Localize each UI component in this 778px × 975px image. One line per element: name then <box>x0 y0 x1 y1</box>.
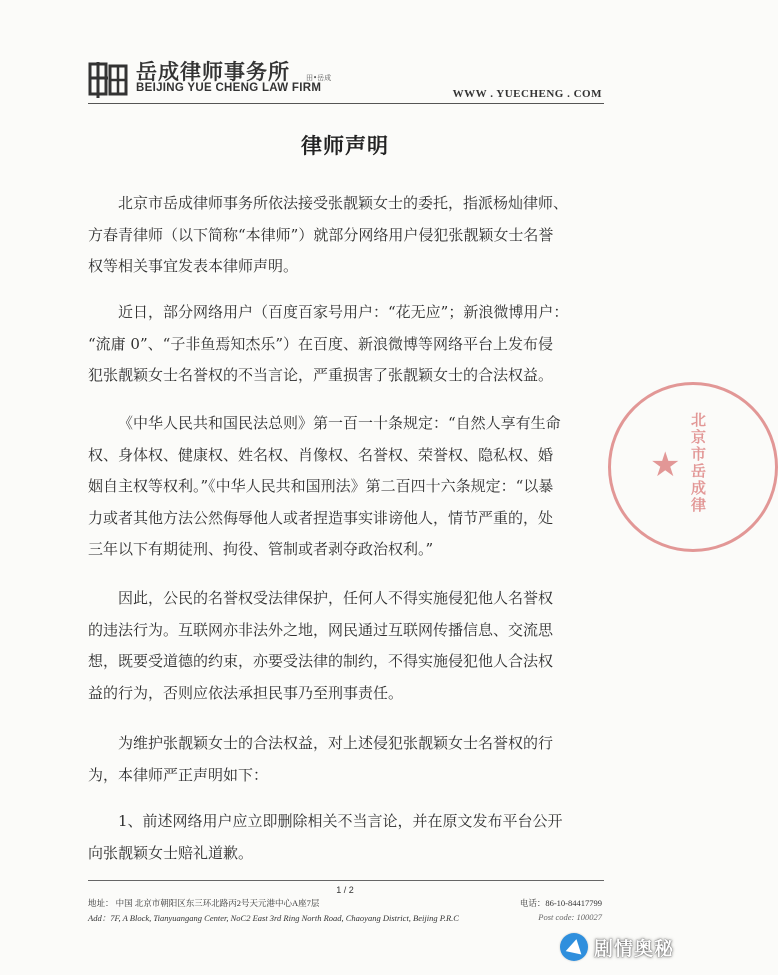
text-line: 益的行为，否则应依法承担民事乃至刑事责任。 <box>88 683 404 702</box>
text-line: 《中华人民共和国民法总则》第一百一十条规定：“自然人享有生命 <box>118 414 561 432</box>
watermark-text: 剧情奥秘 <box>593 937 674 960</box>
paragraph-4 <box>88 583 604 709</box>
text-line: 近日，部分网络用户（百度百家号用户：“花无应”；新浪微博用户： <box>118 303 569 321</box>
text-line: 犯张靓颖女士名誉权的不当言论，严重损害了张靓颖女士的合法权益。 <box>88 366 554 384</box>
header-divider <box>88 103 604 104</box>
letterhead <box>0 0 690 110</box>
paragraph-6 <box>88 806 604 869</box>
text-line: 的违法行为。互联网亦非法外之地，网民通过互联网传播信息、交流思 <box>88 620 554 639</box>
text-line: 北京市岳成律师事务所依法接受张靓颖女士的委托，指派杨灿律师、 <box>118 194 569 212</box>
footer-postcode: Post code: 100027 <box>538 912 602 922</box>
footer-telephone: 电话：86-10-84417799 <box>519 898 602 908</box>
text-line: 为维护张靓颖女士的合法权益，对上述侵犯张靓颖女士名誉权的行 <box>118 734 554 752</box>
text-line: “流庸 0”、“子非鱼焉知杰乐”）在百度、新浪微博等网络平台上发布侵 <box>88 334 553 353</box>
watermark <box>560 927 674 967</box>
text-line: 向张靓颖女士赔礼道歉。 <box>88 843 254 862</box>
footer-address-en: Add：7F, A Block, Tianyuangang Center, NoC2 East 3rd Ring North Road, Chaoyang District, Beijing P.R.C <box>88 913 459 923</box>
text-line: 姻自主权等权利。”《中华人民共和国刑法》第二百四十六条规定：“以暴 <box>88 477 554 495</box>
paragraph-3 <box>88 408 604 566</box>
seal-star-icon: ★ <box>650 445 681 485</box>
text-line: 为，本律师严正声明如下： <box>88 765 269 784</box>
firm-name-cn: 岳成律师事务所 <box>136 59 290 84</box>
text-line: 权、身体权、健康权、姓名权、肖像权、名誉权、荣誉权、隐私权、婚 <box>88 445 554 464</box>
firm-name-en: BEIJING YUE CHENG LAW FIRM <box>136 82 322 94</box>
text-line: 因此，公民的名誉权受法律保护，任何人不得实施侵犯他人名誉权 <box>118 589 554 607</box>
firm-name-tag: 田•岳成 <box>306 74 332 82</box>
footer-divider <box>88 880 604 881</box>
document-title: 律师声明 <box>301 133 389 158</box>
text-line: 1、前述网络用户应立即删除相关不当言论，并在原文发布平台公开 <box>118 812 563 830</box>
footer-address-cn: 地址： 中国 北京市朝阳区东三环北路丙2号天元港中心A座7层 <box>88 898 320 908</box>
seal-text: 北京市岳成律 <box>689 412 707 514</box>
text-line: 三年以下有期徒刑、拘役、管制或者剥夺政治权利。” <box>88 540 434 558</box>
paragraph-5 <box>88 728 604 791</box>
paragraph-2 <box>88 297 604 392</box>
text-line: 权等相关事宜发表本律师声明。 <box>88 257 299 275</box>
text-line: 力或者其他方法公然侮辱他人或者捏造事实诽谤他人，情节严重的，处 <box>88 508 554 527</box>
text-line: 方春青律师（以下简称“本律师”）就部分网络用户侵犯张靓颖女士名誉 <box>88 225 554 244</box>
firm-website: WWW . YUECHENG . COM <box>452 88 602 100</box>
paragraph-1 <box>88 188 604 283</box>
firm-logo-icon <box>88 58 130 100</box>
water-drop-logo-icon <box>560 933 588 961</box>
page-number: 1 / 2 <box>336 885 354 895</box>
text-line: 想，既要受道德的约束，亦要受法律的制约，不得实施侵犯他人合法权 <box>88 652 554 670</box>
